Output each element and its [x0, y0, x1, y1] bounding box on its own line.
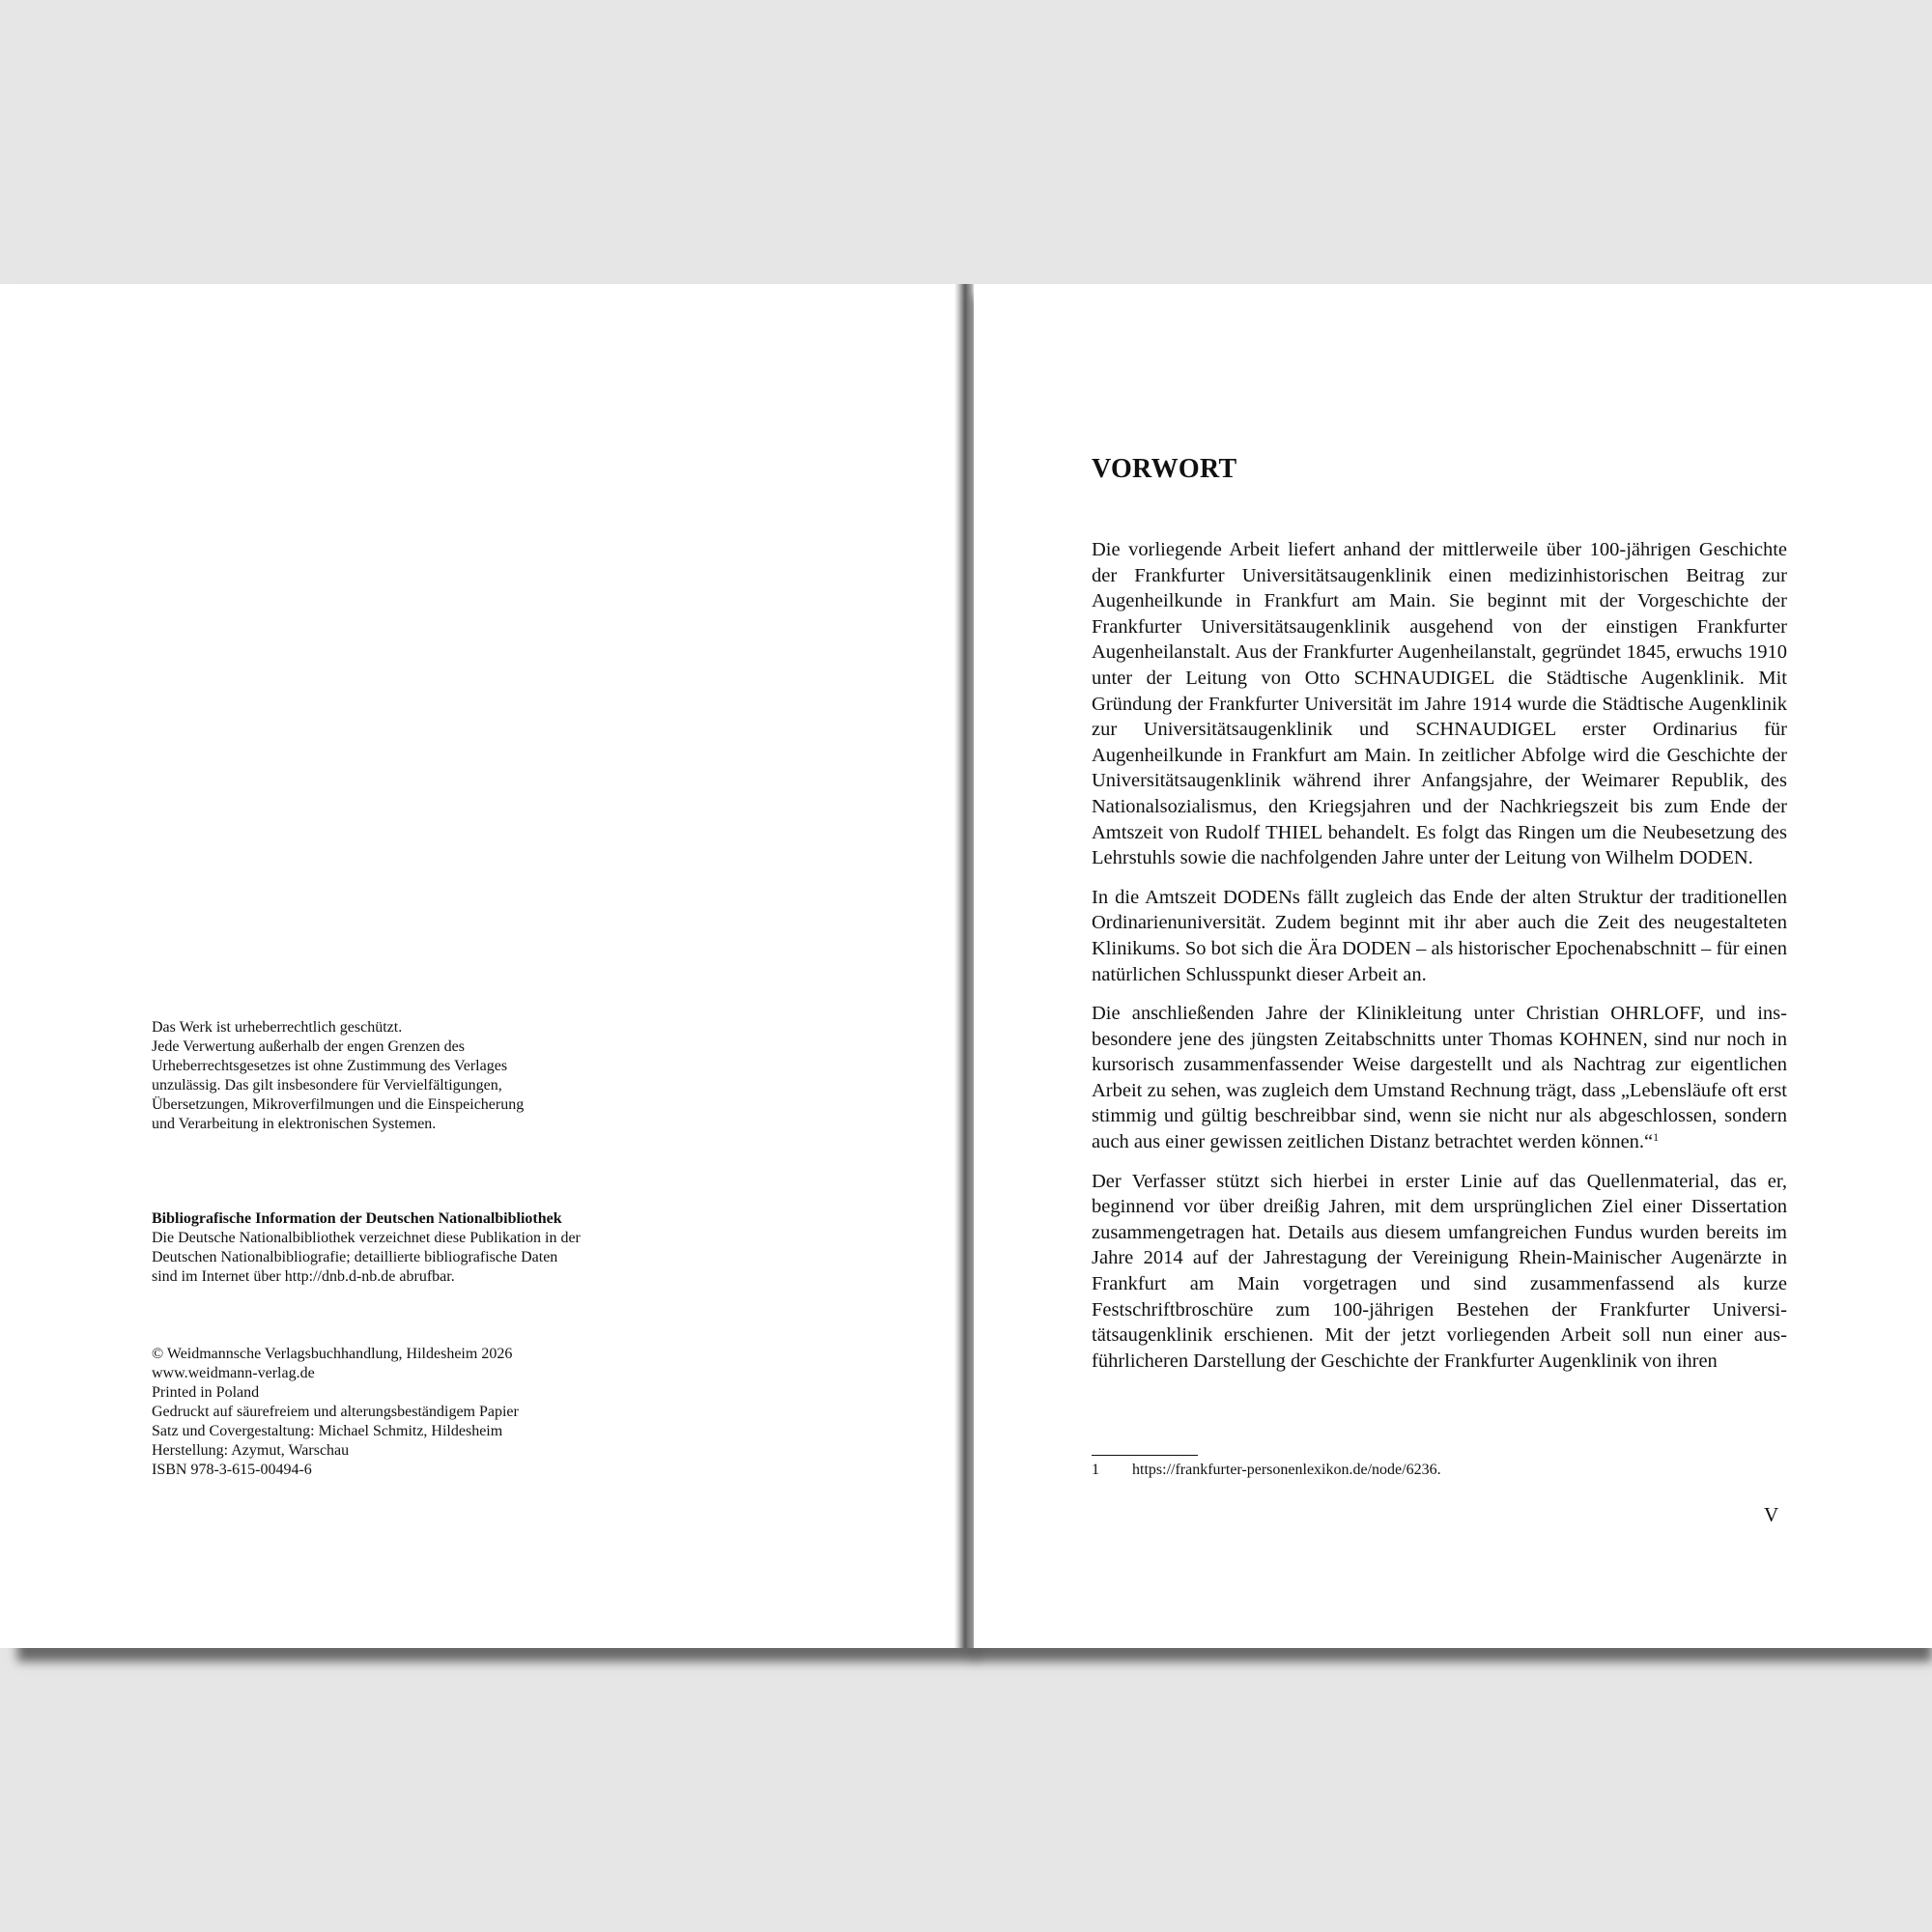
publisher-line: Gedruckt auf säurefreiem und alterungsbeständigem Papier [152, 1404, 519, 1420]
publisher-line: Satz und Covergestaltung: Michael Schmitz, Hildesheim [152, 1423, 503, 1439]
publisher-website: www.weidmann-verlag.de [152, 1365, 315, 1381]
copyright-notice [152, 1018, 654, 1134]
book-spread [0, 284, 1932, 1648]
biblio-line: Die Deutsche Nationalbibliothek verzeichnet diese Publikation in der [152, 1230, 581, 1246]
copyright-line: und Verarbeitung in elektronischen Systemen. [152, 1116, 437, 1132]
biblio-heading: Bibliografische Information der Deutschen Nationalbibliothek [152, 1210, 562, 1227]
footnote-number: 1 [1092, 1462, 1099, 1478]
footnote [1092, 1461, 1441, 1480]
copyright-line: unzulässig. Das gilt insbesondere für Vervielfältigungen, [152, 1077, 502, 1094]
paragraph: In die Amtszeit DODENs fällt zugleich das Ende der alten Struktur der traditionellen Ordinarienuniversität. Zudem beginnt mit ihr aber auch die Zeit des neugestalteten Klinikums. So bot sich die Ära DODEN – als historischer Epochenabschnitt – für einen natürlichen Schlusspunkt dieser Arbeit an. [1092, 886, 1787, 985]
paragraph-text: Die anschließenden Jahre der Klinikleitung unter Christian OHRLOFF, und insbesondere jene des jüngsten Zeitabschnitts unter Thomas KOHNEN, sind nur noch in kursorisch zusammenfassender Weise dargestellt und als Nachtrag zur eigentlichen Arbeit zu sehen, was zugleich dem Umstand Rechnung trägt, dass „Lebensläufe oft erst stimmig und gültig beschreibbar sind, wenn sie nicht nur als abgeschlossen, sondern auch aus einer gewissen zeitlichen Distanz betrachtet werden können.“ [1092, 1003, 1787, 1153]
book-gutter [954, 284, 976, 1648]
paragraph [1092, 1001, 1787, 1155]
footnote-separator [1092, 1455, 1198, 1456]
copyright-line: Jede Verwertung außerhalb der engen Grenzen des [152, 1038, 466, 1055]
isbn: ISBN 978-3-615-00494-6 [152, 1462, 312, 1478]
publisher-line: Printed in Poland [152, 1384, 260, 1401]
left-page [0, 284, 959, 1648]
copyright-line: Übersetzungen, Mikroverfilmungen und die Einspeicherung [152, 1096, 525, 1113]
bibliographic-information [152, 1209, 654, 1287]
copyright-line: Das Werk ist urheberrechtlich geschützt. [152, 1019, 403, 1036]
body-text [1092, 537, 1787, 1387]
paragraph: Die vorliegende Arbeit liefert anhand der mittlerweile über 100-jährigen Geschichte der Frankfurter Universitätsaugenklinik einen medizinhistorischen Beitrag zur Augenheilkunde in Frankfurt am Main. Sie beginnt mit der Vorgeschichte der Frankfurter Universitätsaugenklinik ausgehend von der einstigen Frankfurter Augenheilanstalt. Aus der Frankfurter Augenheilanstalt, gegründet 1845, erwuchs 1910 unter der Leitung von Otto SCHNAUDIGEL die Städtische Augenklinik. Mit Gründung der Frankfurter Universität im Jahre 1914 wurde die Städtische Augenklinik zur Universitätsaugenklinik und SCHNAUDIGEL erster Ordinarius für Augenheilkunde in Frankfurt am Main. In zeitlicher Abfolge wird die Geschichte der Universitätsaugenklinik während ihrer Anfangsjahre, der Weimarer Republik, des Nationalsozialismus, den Kriegsjahren und der Nachkriegszeit bis zum Ende der Amtszeit von Rudolf THIEL behandelt. Es folgt das Ringen um die Neubesetzung des Lehrstuhls sowie die nachfolgenden Jahre unter der Leitung von Wilhelm DODEN. [1092, 539, 1787, 869]
paragraph: Der Verfasser stützt sich hierbei in erster Linie auf das Quellenmaterial, das er, beginnend vor über dreißig Jahren, mit dem ursprünglichen Ziel einer Dissertation zusammengetragen hat. Details aus diesem umfangreichen Fundus wurden bereits im Jahre 2014 auf der Jahrestagung der Vereinigung Rhein-Mainischer Augenärzte in Frankfurt am Main vorgetragen und sind zusammenfassend als kurze Festschriftbroschüre zum 100-jährigen Bestehen der Frankfurter Universitätsaugenklinik erschienen. Mit der jetzt vorliegenden Arbeit soll nun einer ausführlicheren Darstellung der Geschichte der Frankfurter Augenklinik von ihren [1092, 1170, 1787, 1372]
publisher-line: © Weidmannsche Verlagsbuchhandlung, Hildesheim 2026 [152, 1346, 513, 1362]
biblio-line: Deutschen Nationalbibliografie; detaillierte bibliografische Daten [152, 1249, 558, 1265]
page-number: V [1764, 1503, 1779, 1526]
right-page [974, 284, 1932, 1648]
footnote-reference: 1 [1653, 1130, 1660, 1145]
footnote-text: https://frankfurter-personenlexikon.de/node/6236. [1132, 1462, 1441, 1478]
copyright-line: Urheberrechtsgesetzes ist ohne Zustimmung des Verlages [152, 1058, 508, 1074]
page-title: VORWORT [1092, 454, 1237, 484]
publisher-information [152, 1345, 654, 1480]
publisher-line: Herstellung: Azymut, Warschau [152, 1442, 350, 1459]
biblio-line: sind im Internet über http://dnb.d-nb.de abrufbar. [152, 1268, 455, 1285]
